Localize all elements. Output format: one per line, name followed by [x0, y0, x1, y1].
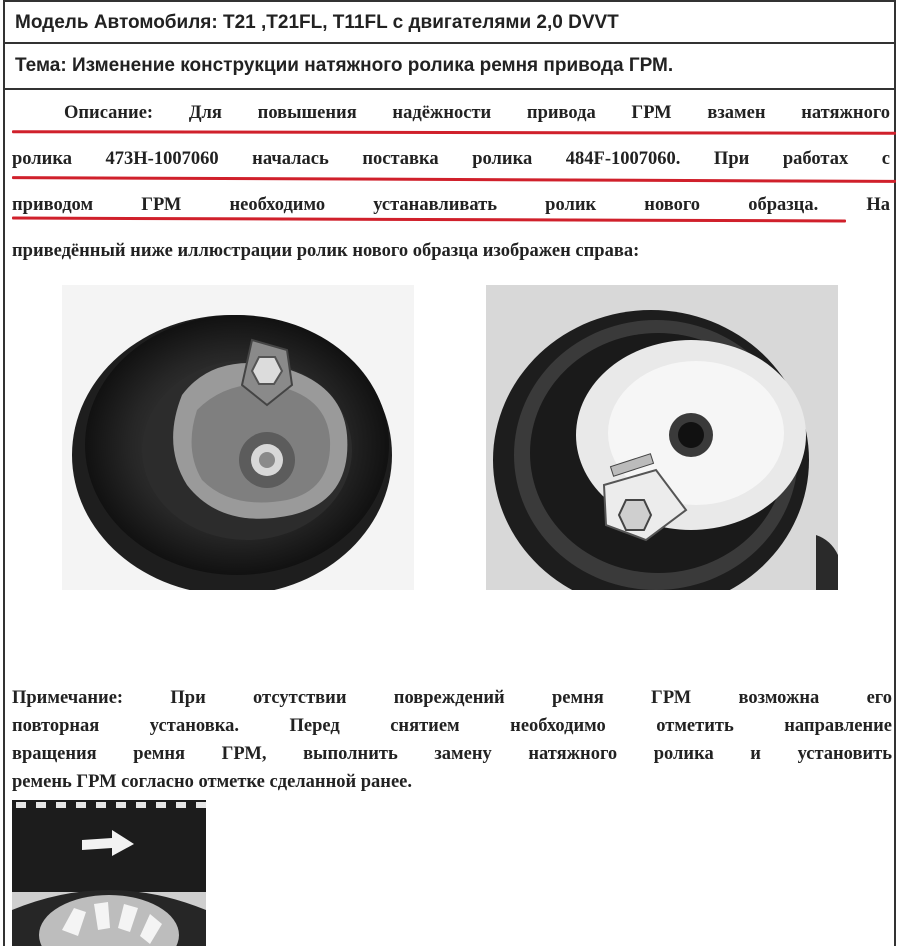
note-line-3: вращения ремня ГРМ, выполнить замену натяжного ролика и установить — [12, 744, 892, 764]
description-line-3: приводом ГРМ необходимо устанавливать ролик нового образца. На — [12, 195, 890, 215]
car-model-header: Модель Автомобиля: T21 ,T21FL, T11FL с двигателями 2,0 DVVT — [3, 0, 896, 44]
description-block — [12, 100, 890, 268]
note-block — [12, 684, 892, 796]
note-text-1: При отсутствии повреждений ремня ГРМ возможна его — [170, 688, 893, 708]
note-line-1 — [12, 684, 892, 712]
note-label: Примечание: — [12, 688, 124, 708]
note-line-2: повторная установка. Перед снятием необходимо отметить направление — [12, 716, 892, 736]
old-tensioner-photo — [62, 285, 414, 590]
topic-header: Тема: Изменение конструкции натяжного ролика ремня привода ГРМ. — [3, 44, 896, 90]
new-tensioner-photo — [486, 285, 838, 590]
new-tensioner-image — [486, 285, 838, 590]
description-line-2: ролика 473Н-1007060 началась поставка ролика 484F-1007060. При работах с — [12, 149, 890, 169]
note-line-4: ремень ГРМ согласно отметке сделанной ранее. — [12, 772, 413, 792]
timing-belt-photo — [12, 800, 206, 946]
description-text-1: Для повышения надёжности привода ГРМ взамен натяжного — [188, 103, 891, 123]
old-tensioner-image — [62, 285, 414, 590]
description-label: Описание: — [64, 103, 154, 123]
timing-belt-image — [12, 800, 206, 946]
description-line-1 — [12, 100, 890, 146]
description-line-4: приведённый ниже иллюстрации ролик нового образца изображен справа: — [12, 241, 640, 261]
